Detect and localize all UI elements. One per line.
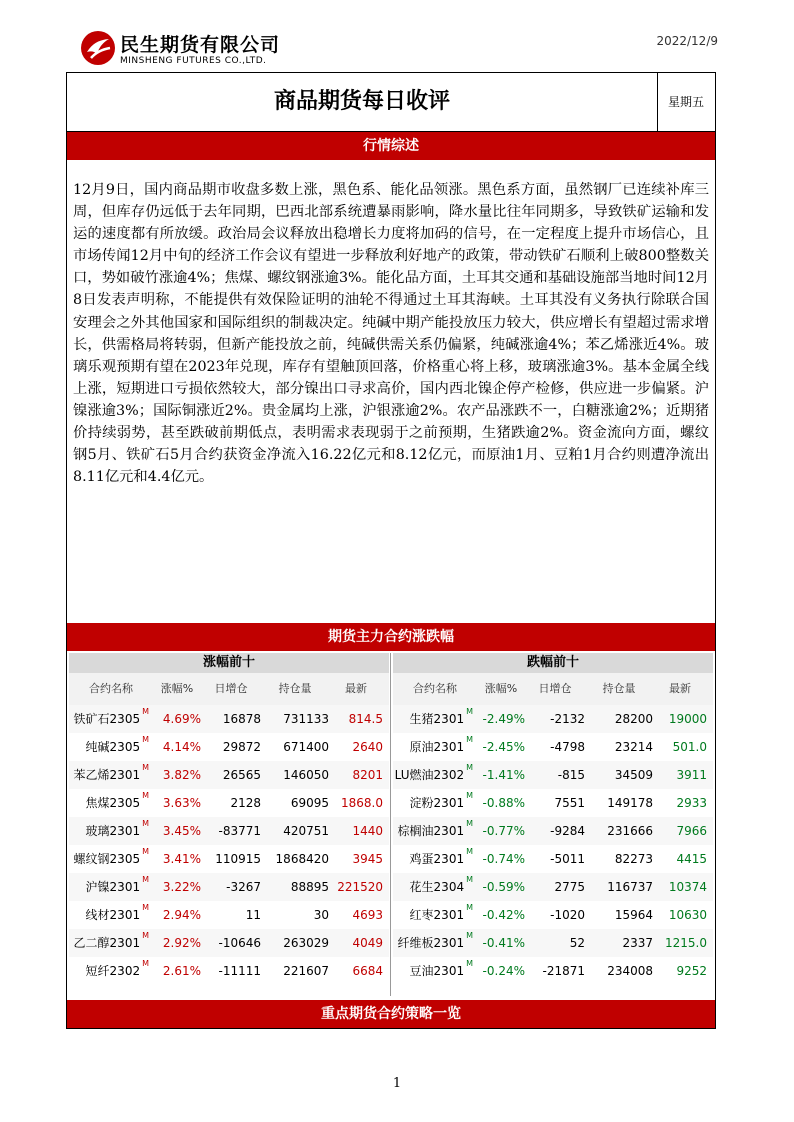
contract-name	[69, 789, 153, 817]
open-interest: 731133	[283, 712, 329, 726]
main-contract-mark: M	[142, 763, 149, 772]
open-interest: 2337	[622, 936, 653, 950]
table-row	[69, 789, 389, 817]
change-pct: 2.61%	[162, 964, 201, 978]
change-pct: -0.42%	[482, 908, 525, 922]
last-price: 221520	[337, 880, 383, 894]
table-row	[69, 733, 389, 761]
contract-name	[69, 873, 153, 901]
change-pct: 2.92%	[162, 936, 201, 950]
main-contract-mark: M	[142, 847, 149, 856]
table-row	[393, 957, 713, 985]
change-pct: -0.77%	[482, 824, 525, 838]
contract-name-text: LU燃油2302	[394, 768, 465, 782]
main-contract-mark: M	[142, 959, 149, 968]
last-price: 9252	[676, 964, 707, 978]
section-bar-movers: 期货主力合约涨跌幅	[67, 623, 715, 651]
contract-name	[69, 957, 153, 985]
open-interest: 149178	[607, 796, 653, 810]
open-interest: 15964	[614, 908, 653, 922]
company-name-cn: 民生期货有限公司	[120, 34, 281, 56]
table-row	[393, 817, 713, 845]
open-interest-change: 29872	[222, 740, 261, 754]
table-row	[393, 705, 713, 733]
market-summary-text: 12月9日，国内商品期市收盘多数上涨，黑色系、能化品领涨。黑色系方面，虽然钢厂已连续补库三周，但库存仍远低于去年同期，巴西北部系统遭暴雨影响，降水量比往年同期多，导致铁矿运输和发运的速度都有所放缓。政治局会议释放出稳增长力度将加码的信号，在一定程度上提升市场信心，且市场传闻12月中旬的经济工作会议有望进一步释放利好地产的政策，带动铁矿石顺利上破800整数关口，势如破竹涨逾4%；焦煤、螺纹钢涨逾3%。能化品方面，土耳其交通和基础设施部当地时间12月8日发表声明称，不能提供有效保险证明的油轮不得通过土耳其海峡。土耳其没有义务执行除联合国安理会之外其他国家和国际组织的制裁决定。纯碱中期产能投放压力较大，供应增长有望超过需求增长，供需格局将转弱，但新产能投放之前，纯碱供需关系仍偏紧，纯碱涨逾4%；苯乙烯涨近4%。玻璃乐观预期有望在2023年兑现，库存有望触顶回落，价格重心将上移，玻璃涨逾3%。基本金属全线上涨，短期进口亏损依然较大，部分镍出口寻求高价，国内西北镍企停产检修，供应进一步偏紧。沪镍涨逾3%；国际铜涨近2%。贵金属均上涨，沪银涨逾2%。农产品涨跌不一，白糖涨逾2%；近期猪价持续弱势，甚至跌破前期低点，表明需求表现弱于之前预期，生猪跌逾2%。资金流向方面，螺纹钢5月、铁矿石5月合约获资金净流入16.22亿元和8.12亿元，而原油1月、豆粕1月合约则遭净流出8.11亿元和4.4亿元。	[73, 182, 709, 486]
open-interest: 671400	[283, 740, 329, 754]
main-contract-mark: M	[466, 735, 473, 744]
company-logo	[80, 28, 320, 74]
contract-name	[393, 873, 477, 901]
losers-table	[393, 653, 713, 985]
contract-name-text: 生猪2301	[409, 712, 465, 726]
main-contract-mark: M	[466, 903, 473, 912]
section-bar-strategy: 重点期货合约策略一览	[67, 1000, 715, 1028]
open-interest: 23214	[614, 740, 653, 754]
gainers-table	[69, 653, 389, 985]
contract-name-text: 豆油2301	[409, 964, 465, 978]
open-interest-change: -5011	[550, 852, 585, 866]
last-price: 10630	[668, 908, 707, 922]
table-row	[393, 901, 713, 929]
last-price: 2933	[676, 796, 707, 810]
contract-name	[69, 901, 153, 929]
open-interest-change: -2132	[550, 712, 585, 726]
main-contract-mark: M	[466, 875, 473, 884]
company-name-en: MINSHENG FUTURES CO.,LTD.	[120, 56, 267, 66]
change-pct: -0.59%	[482, 880, 525, 894]
last-price: 4049	[352, 936, 383, 950]
change-pct: 3.22%	[162, 880, 201, 894]
open-interest-change: 7551	[554, 796, 585, 810]
table-row	[393, 845, 713, 873]
main-contract-mark: M	[142, 707, 149, 716]
minsheng-logo-icon	[80, 30, 116, 66]
open-interest-change: -3267	[226, 880, 261, 894]
contract-name	[69, 845, 153, 873]
contract-name	[393, 957, 477, 985]
report-weekday: 星期五	[667, 95, 704, 109]
open-interest-change: -9284	[550, 824, 585, 838]
column-header-pct: 涨幅%	[160, 682, 194, 695]
column-header-chg-oi: 日增仓	[538, 682, 572, 695]
open-interest: 221607	[283, 964, 329, 978]
contract-name-text: 鸡蛋2301	[409, 852, 465, 866]
last-price: 1215.0	[665, 936, 707, 950]
gainers-table-title: 涨幅前十	[69, 653, 389, 673]
contract-name-text: 纤维板2301	[397, 936, 465, 950]
main-contract-mark: M	[142, 903, 149, 912]
open-interest-change: 11	[245, 908, 261, 922]
table-row	[393, 873, 713, 901]
change-pct: -2.49%	[482, 712, 525, 726]
open-interest: 88895	[290, 880, 329, 894]
main-contract-mark: M	[142, 791, 149, 800]
contract-name-text: 花生2304	[409, 880, 465, 894]
main-contract-mark: M	[142, 931, 149, 940]
column-header-pct: 涨幅%	[484, 682, 518, 695]
open-interest: 420751	[283, 824, 329, 838]
column-header-name: 合约名称	[413, 682, 457, 695]
main-contract-mark: M	[466, 791, 473, 800]
contract-name	[393, 929, 477, 957]
table-row	[69, 845, 389, 873]
last-price: 8201	[352, 768, 383, 782]
main-contract-mark: M	[466, 931, 473, 940]
contract-name	[69, 705, 153, 733]
contract-name-text: 苯乙烯2301	[73, 768, 141, 782]
open-interest: 263029	[283, 936, 329, 950]
change-pct: -0.74%	[482, 852, 525, 866]
contract-name	[69, 733, 153, 761]
column-header-chg-oi: 日增仓	[214, 682, 248, 695]
column-header-last: 最新	[345, 682, 367, 695]
change-pct: 4.14%	[162, 740, 201, 754]
section-bar-summary: 行情综述	[67, 132, 715, 160]
open-interest: 146050	[283, 768, 329, 782]
last-price: 1440	[352, 824, 383, 838]
contract-name	[393, 817, 477, 845]
contract-name	[69, 761, 153, 789]
last-price: 7966	[676, 824, 707, 838]
open-interest: 34509	[614, 768, 653, 782]
main-contract-mark: M	[466, 959, 473, 968]
last-price: 2640	[352, 740, 383, 754]
open-interest: 116737	[607, 880, 653, 894]
change-pct: -1.41%	[482, 768, 525, 782]
open-interest: 30	[313, 908, 329, 922]
main-contract-mark: M	[142, 735, 149, 744]
open-interest-change: 52	[569, 936, 585, 950]
open-interest-change: -21871	[542, 964, 585, 978]
open-interest-change: 2775	[554, 880, 585, 894]
change-pct: 2.94%	[162, 908, 201, 922]
table-row	[69, 873, 389, 901]
losers-table-title: 跌幅前十	[393, 653, 713, 673]
open-interest-change: 16878	[222, 712, 261, 726]
last-price: 501.0	[672, 740, 707, 754]
last-price: 3945	[352, 852, 383, 866]
last-price: 3911	[676, 768, 707, 782]
contract-name-text: 玻璃2301	[85, 824, 141, 838]
contract-name-text: 原油2301	[409, 740, 465, 754]
open-interest: 28200	[614, 712, 653, 726]
contract-name-text: 沪镍2301	[85, 880, 141, 894]
change-pct: -2.45%	[482, 740, 525, 754]
report-date: 2022/12/9	[656, 34, 718, 48]
contract-name-text: 短纤2302	[85, 964, 141, 978]
last-price: 814.5	[348, 712, 383, 726]
main-contract-mark: M	[466, 763, 473, 772]
main-contract-mark: M	[466, 707, 473, 716]
open-interest-change: -10646	[218, 936, 261, 950]
contract-name	[393, 705, 477, 733]
change-pct: -0.24%	[482, 964, 525, 978]
contract-name-text: 棕榈油2301	[397, 824, 465, 838]
change-pct: 3.63%	[162, 796, 201, 810]
last-price: 4415	[676, 852, 707, 866]
last-price: 10374	[668, 880, 707, 894]
change-pct: 4.69%	[162, 712, 201, 726]
table-row	[393, 789, 713, 817]
losers-rows	[393, 705, 713, 985]
open-interest-change: -11111	[218, 964, 261, 978]
contract-name	[393, 789, 477, 817]
open-interest-change: 110915	[215, 852, 261, 866]
last-price: 19000	[668, 712, 707, 726]
table-row	[69, 817, 389, 845]
last-price: 6684	[352, 964, 383, 978]
gainers-column-headers	[69, 673, 389, 705]
column-header-oi: 持仓量	[602, 682, 636, 695]
report-title: 商品期货每日收评	[67, 73, 658, 131]
contract-name-text: 纯碱2305	[85, 740, 141, 754]
contract-name-text: 线材2301	[85, 908, 141, 922]
losers-column-headers	[393, 673, 713, 705]
change-pct: 3.41%	[162, 852, 201, 866]
open-interest: 1868420	[275, 852, 329, 866]
contract-name	[393, 761, 477, 789]
table-row	[69, 929, 389, 957]
last-price: 4693	[352, 908, 383, 922]
open-interest: 69095	[290, 796, 329, 810]
main-contract-mark: M	[466, 819, 473, 828]
contract-name-text: 红枣2301	[409, 908, 465, 922]
contract-name	[69, 929, 153, 957]
change-pct: -0.41%	[482, 936, 525, 950]
contract-name-text: 螺纹钢2305	[73, 852, 141, 866]
open-interest-change: -4798	[550, 740, 585, 754]
change-pct: 3.45%	[162, 824, 201, 838]
change-pct: 3.82%	[162, 768, 201, 782]
main-contract-mark: M	[466, 847, 473, 856]
contract-name	[393, 901, 477, 929]
contract-name	[393, 733, 477, 761]
change-pct: -0.88%	[482, 796, 525, 810]
table-row	[69, 957, 389, 985]
report-frame	[66, 72, 716, 1029]
contract-name	[393, 845, 477, 873]
open-interest: 82273	[614, 852, 653, 866]
contract-name-text: 焦煤2305	[85, 796, 141, 810]
main-contract-mark: M	[142, 875, 149, 884]
column-header-name: 合约名称	[89, 682, 133, 695]
open-interest-change: 26565	[222, 768, 261, 782]
contract-name-text: 乙二醇2301	[73, 936, 141, 950]
open-interest: 234008	[607, 964, 653, 978]
column-header-last: 最新	[669, 682, 691, 695]
contract-name	[69, 817, 153, 845]
main-contract-mark: M	[142, 819, 149, 828]
table-divider	[390, 653, 391, 996]
table-row	[393, 761, 713, 789]
contract-name-text: 淀粉2301	[409, 796, 465, 810]
table-row	[69, 705, 389, 733]
gainers-rows	[69, 705, 389, 985]
open-interest-change: -83771	[218, 824, 261, 838]
contract-name-text: 铁矿石2305	[73, 712, 141, 726]
table-row	[69, 901, 389, 929]
table-row	[393, 733, 713, 761]
open-interest-change: -1020	[550, 908, 585, 922]
table-row	[393, 929, 713, 957]
last-price: 1868.0	[341, 796, 383, 810]
table-row	[69, 761, 389, 789]
open-interest-change: -815	[557, 768, 585, 782]
page-number: 1	[392, 1076, 402, 1091]
column-header-oi: 持仓量	[278, 682, 312, 695]
title-row	[67, 73, 715, 132]
open-interest: 231666	[607, 824, 653, 838]
open-interest-change: 2128	[230, 796, 261, 810]
